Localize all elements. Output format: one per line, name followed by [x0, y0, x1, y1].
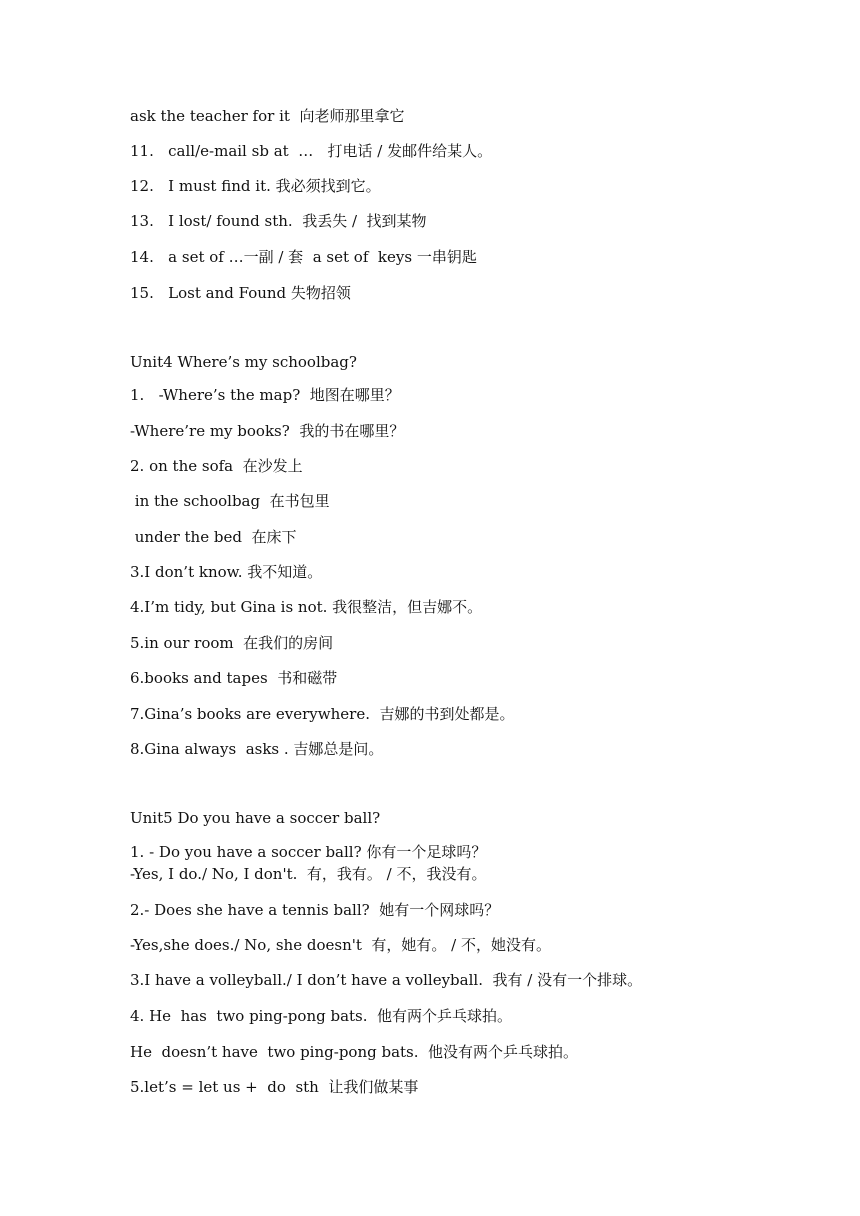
text-line: -Yes, I do./ No, I don't. 有，我有。 / 不，我没有。 [130, 865, 487, 883]
text-line: 2. on the sofa 在沙发上 [130, 457, 303, 475]
text-line: 4. He has two ping-pong bats. 他有两个乒乓球拍。 [130, 1007, 513, 1025]
text-line: 8.Gina always asks . 吉娜总是问。 [130, 740, 384, 758]
text-line: 4.I’m tidy, but Gina is not. 我很整洁，但吉娜不。 [130, 598, 483, 616]
text-line: 12. I must find it. 我必须找到它。 [130, 177, 381, 195]
text-line: 2.- Does she have a tennis ball? 她有一个网球吗？ [130, 901, 500, 919]
text-line: ask the teacher for it 向老师那里拿它 [130, 107, 405, 125]
text-line: 13. I lost/ found sth. 我丢失 / 找到某物 [130, 212, 427, 230]
section-heading-unit4: Unit4 Where’s my schoolbag? [130, 353, 357, 371]
text-line: 5.let’s = let us + do sth 让我们做某事 [130, 1078, 419, 1096]
text-line: 1. -Where’s the map? 地图在哪里？ [130, 386, 400, 404]
text-line: 14. a set of …一副 / 套 a set of keys 一串钥匙 [130, 248, 477, 266]
text-line: 7.Gina’s books are everywhere. 吉娜的书到处都是。 [130, 705, 515, 723]
text-line: 5.in our room 在我们的房间 [130, 634, 334, 652]
text-line: 3.I don’t know. 我不知道。 [130, 563, 323, 581]
text-line: -Yes,she does./ No, she doesn't 有，她有。 / 不，她没有。 [130, 936, 552, 954]
text-line: 11. call/e-mail sb at … 打电话 / 发邮件给某人。 [130, 142, 493, 160]
text-line: He doesn’t have two ping-pong bats. 他没有两个乒乓球拍。 [130, 1043, 579, 1061]
text-line: in the schoolbag 在书包里 [130, 492, 330, 510]
text-line: -Where’re my books? 我的书在哪里？ [130, 422, 405, 440]
text-line: 6.books and tapes 书和磁带 [130, 669, 338, 687]
text-line: 15. Lost and Found 失物招领 [130, 284, 351, 302]
text-line: 3.I have a volleyball./ I don’t have a volleyball. 我有 / 没有一个排球。 [130, 971, 643, 989]
text-line: under the bed 在床下 [130, 528, 297, 546]
section-heading-unit5: Unit5 Do you have a soccer ball? [130, 809, 381, 827]
text-line: 1. - Do you have a soccer ball? 你有一个足球吗？ [130, 843, 487, 861]
